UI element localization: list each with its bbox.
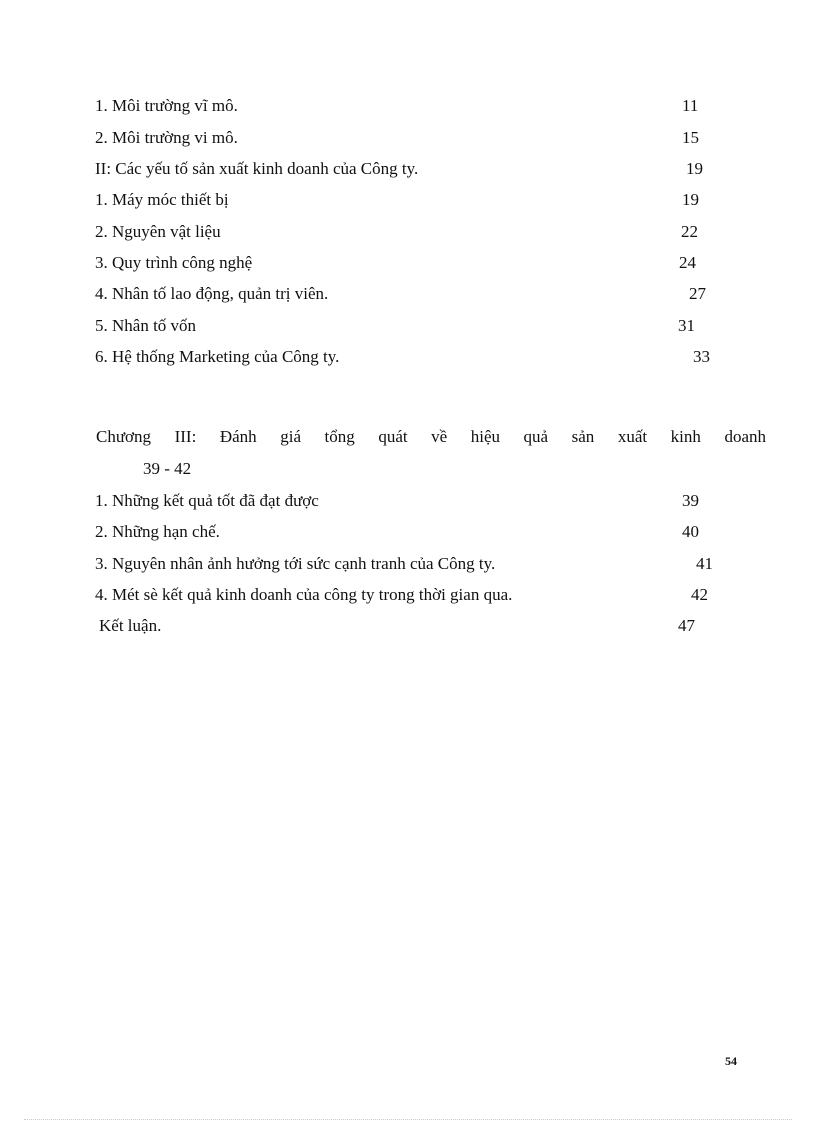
chapter-page-range: 39 - 42 <box>143 459 192 478</box>
toc-entry-text: 3. Nguyên nhân ảnh hưởng tới sức cạnh tranh của Công ty. <box>95 554 496 573</box>
toc-entry-text: Kết luận. <box>99 616 162 635</box>
toc-entry-page: 40 <box>682 522 699 541</box>
toc-entry-text: 5. Nhân tố vốn <box>95 316 197 335</box>
toc-entry-text: II: Các yếu tố sản xuất kinh doanh của Công ty. <box>95 159 419 178</box>
toc-entry-text: 2. Nguyên vật liệu <box>95 222 221 241</box>
toc-entry-text: 4. Mét sè kết quả kinh doanh của công ty trong thời gian qua. <box>95 585 513 604</box>
page-bottom-divider <box>24 1119 792 1120</box>
toc-entry-text: 2. Môi trường vi mô. <box>95 128 238 147</box>
toc-entry-page: 41 <box>696 554 713 573</box>
toc-entry-page: 11 <box>682 96 699 115</box>
toc-entry-text: 3. Quy trình công nghệ <box>95 253 253 272</box>
toc-entry-page: 31 <box>678 316 695 335</box>
toc-entry-page: 47 <box>678 616 695 635</box>
toc-entry-page: 33 <box>693 347 710 366</box>
toc-entry-page: 22 <box>681 222 698 241</box>
toc-entry-page: 42 <box>691 585 708 604</box>
toc-entry-page: 19 <box>682 190 699 209</box>
chapter-title: Chương III: Đánh giá tổng quát về hiệu quả sản xuất kinh doanh <box>96 427 766 446</box>
toc-entry-page: 15 <box>682 128 699 147</box>
toc-entry-text: 1. Máy móc thiết bị <box>95 190 229 209</box>
toc-entry-page: 19 <box>686 159 703 178</box>
toc-entry-text: 1. Môi trường vĩ mô. <box>95 96 238 115</box>
toc-entry-text: 2. Những hạn chế. <box>95 522 220 541</box>
toc-entry-text: 1. Những kết quả tốt đã đạt được <box>95 491 319 510</box>
toc-entry-page: 39 <box>682 491 699 510</box>
toc-entry-text: 6. Hệ thống Marketing của Công ty. <box>95 347 340 366</box>
toc-entry-page: 27 <box>689 284 706 303</box>
toc-entry-text: 4. Nhân tố lao động, quản trị viên. <box>95 284 329 303</box>
toc-entry-page: 24 <box>679 253 696 272</box>
page-number: 54 <box>725 1054 737 1068</box>
